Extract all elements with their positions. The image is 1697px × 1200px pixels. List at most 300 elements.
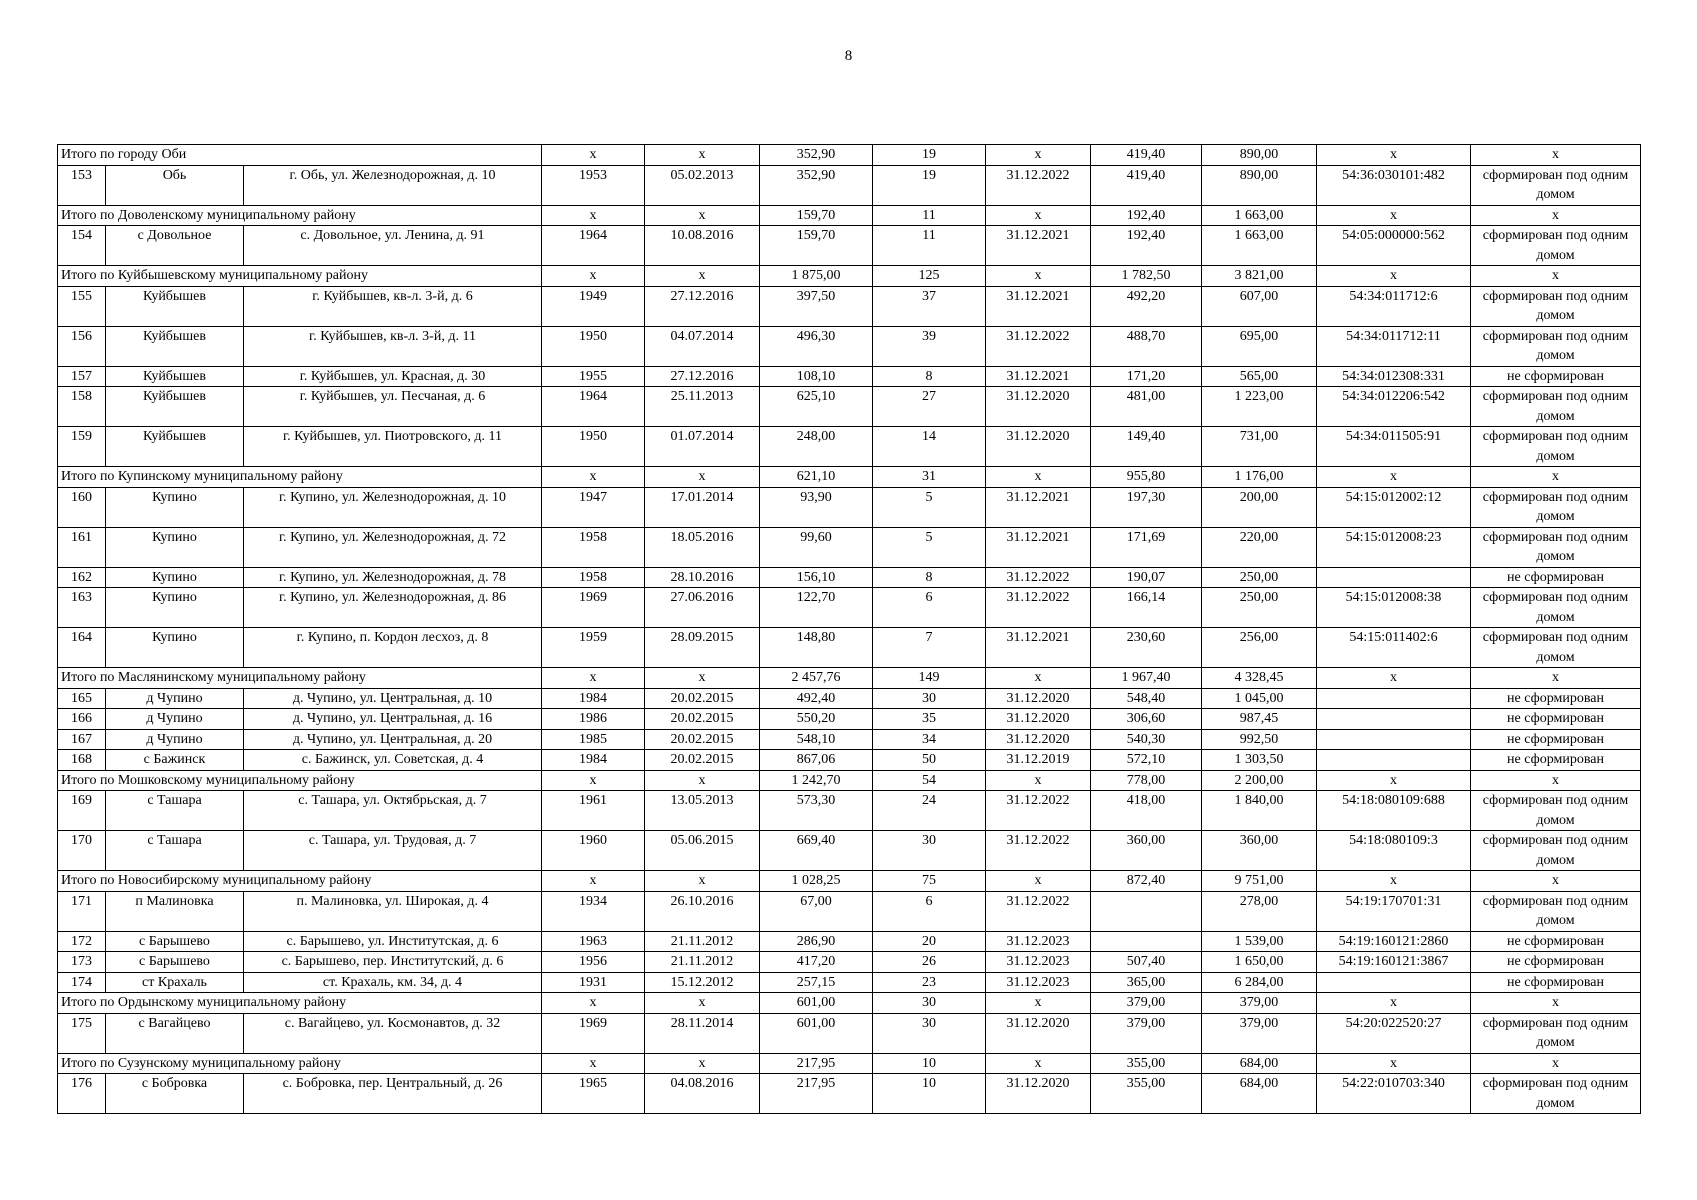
cell-cadastre <box>1317 729 1471 750</box>
cell-status: сформирован под одним домом <box>1471 226 1641 266</box>
cell-deadline: 31.12.2022 <box>986 567 1091 588</box>
cell-people: 39 <box>873 326 986 366</box>
cell-loc: ст Крахаль <box>106 972 244 993</box>
cell-cadastre <box>1317 567 1471 588</box>
cell-status: сформирован под одним домом <box>1471 1074 1641 1114</box>
cell-num: 175 <box>58 1013 106 1053</box>
table-row <box>58 688 1641 709</box>
cell-loc: д Чупино <box>106 729 244 750</box>
cell-address: с. Бобровка, пер. Центральный, д. 26 <box>244 1074 542 1114</box>
cell-date: x <box>645 205 760 226</box>
cell-date: x <box>645 871 760 892</box>
cell-cadastre: 54:34:011712:11 <box>1317 326 1471 366</box>
cell-year: x <box>542 770 645 791</box>
cell-date: 28.11.2014 <box>645 1013 760 1053</box>
cell-v2: 890,00 <box>1202 145 1317 166</box>
cell-cadastre: 54:05:000000:562 <box>1317 226 1471 266</box>
cell-address: с. Ташара, ул. Трудовая, д. 7 <box>244 831 542 871</box>
cell-area: 217,95 <box>760 1053 873 1074</box>
cell-address: п. Малиновка, ул. Широкая, д. 4 <box>244 891 542 931</box>
cell-people: 8 <box>873 567 986 588</box>
cell-v2: 890,00 <box>1202 165 1317 205</box>
cell-area: 108,10 <box>760 366 873 387</box>
cell-loc: Куйбышев <box>106 366 244 387</box>
cell-v1: 1 967,40 <box>1091 668 1202 689</box>
cell-people: 37 <box>873 286 986 326</box>
cell-loc: д Чупино <box>106 688 244 709</box>
cell-status: x <box>1471 1053 1641 1074</box>
table-row <box>58 567 1641 588</box>
cell-v1: 149,40 <box>1091 427 1202 467</box>
cell-address: с. Вагайцево, ул. Космонавтов, д. 32 <box>244 1013 542 1053</box>
cell-cadastre: x <box>1317 1053 1471 1074</box>
cell-year: 1960 <box>542 831 645 871</box>
table-row <box>58 891 1641 931</box>
cell-cadastre <box>1317 750 1471 771</box>
cell-year: 1959 <box>542 628 645 668</box>
cell-v1: 507,40 <box>1091 952 1202 973</box>
cell-cadastre: x <box>1317 205 1471 226</box>
subtotal-row <box>58 145 1641 166</box>
cell-year: x <box>542 145 645 166</box>
table-row <box>58 1074 1641 1114</box>
cell-people: 5 <box>873 527 986 567</box>
cell-cadastre: x <box>1317 668 1471 689</box>
cell-date: x <box>645 266 760 287</box>
cell-cadastre: 54:15:012002:12 <box>1317 487 1471 527</box>
cell-v2: 684,00 <box>1202 1074 1317 1114</box>
cell-v2: 278,00 <box>1202 891 1317 931</box>
table-row <box>58 952 1641 973</box>
cell-loc: д Чупино <box>106 709 244 730</box>
cell-date: x <box>645 993 760 1014</box>
cell-area: 601,00 <box>760 1013 873 1053</box>
cell-status: сформирован под одним домом <box>1471 628 1641 668</box>
subtotal-row <box>58 871 1641 892</box>
table-row <box>58 628 1641 668</box>
cell-date: 20.02.2015 <box>645 750 760 771</box>
cell-deadline: x <box>986 145 1091 166</box>
cell-v1: 548,40 <box>1091 688 1202 709</box>
cell-people: 11 <box>873 226 986 266</box>
cell-status: сформирован под одним домом <box>1471 165 1641 205</box>
cell-num: 156 <box>58 326 106 366</box>
table-row <box>58 527 1641 567</box>
cell-v2: 4 328,45 <box>1202 668 1317 689</box>
cell-v2: 695,00 <box>1202 326 1317 366</box>
subtotal-row <box>58 1053 1641 1074</box>
cell-area: 397,50 <box>760 286 873 326</box>
subtotal-label: Итого по Купинскому муниципальному району <box>58 467 542 488</box>
cell-v2: 379,00 <box>1202 993 1317 1014</box>
cell-cadastre: 54:20:022520:27 <box>1317 1013 1471 1053</box>
cell-v2: 731,00 <box>1202 427 1317 467</box>
cell-deadline: 31.12.2021 <box>986 487 1091 527</box>
cell-num: 174 <box>58 972 106 993</box>
table-row <box>58 972 1641 993</box>
subtotal-row <box>58 467 1641 488</box>
cell-cadastre: 54:34:011505:91 <box>1317 427 1471 467</box>
cell-deadline: 31.12.2020 <box>986 729 1091 750</box>
cell-loc: с Ташара <box>106 791 244 831</box>
cell-people: 10 <box>873 1053 986 1074</box>
table-row <box>58 1013 1641 1053</box>
cell-v2: 1 840,00 <box>1202 791 1317 831</box>
cell-address: с. Ташара, ул. Октябрьская, д. 7 <box>244 791 542 831</box>
cell-status: сформирован под одним домом <box>1471 487 1641 527</box>
cell-cadastre <box>1317 972 1471 993</box>
cell-date: x <box>645 1053 760 1074</box>
subtotal-label: Итого по Ордынскому муниципальному району <box>58 993 542 1014</box>
cell-v1: 419,40 <box>1091 165 1202 205</box>
cell-area: 352,90 <box>760 145 873 166</box>
cell-loc: с Барышево <box>106 931 244 952</box>
cell-address: г. Куйбышев, ул. Красная, д. 30 <box>244 366 542 387</box>
cell-address: ст. Крахаль, км. 34, д. 4 <box>244 972 542 993</box>
cell-people: 6 <box>873 588 986 628</box>
cell-people: 20 <box>873 931 986 952</box>
cell-v1: 379,00 <box>1091 993 1202 1014</box>
cell-loc: Купино <box>106 567 244 588</box>
cell-year: 1953 <box>542 165 645 205</box>
cell-date: 10.08.2016 <box>645 226 760 266</box>
cell-date: 21.11.2012 <box>645 931 760 952</box>
cell-date: 18.05.2016 <box>645 527 760 567</box>
cell-date: 15.12.2012 <box>645 972 760 993</box>
cell-deadline: 31.12.2020 <box>986 1074 1091 1114</box>
cell-year: 1969 <box>542 588 645 628</box>
cell-area: 257,15 <box>760 972 873 993</box>
cell-year: 1958 <box>542 567 645 588</box>
cell-year: 1950 <box>542 326 645 366</box>
table-row <box>58 831 1641 871</box>
cell-num: 163 <box>58 588 106 628</box>
cell-status: не сформирован <box>1471 366 1641 387</box>
cell-v1: 540,30 <box>1091 729 1202 750</box>
cell-cadastre: 54:36:030101:482 <box>1317 165 1471 205</box>
cell-people: 75 <box>873 871 986 892</box>
cell-area: 286,90 <box>760 931 873 952</box>
cell-address: с. Довольное, ул. Ленина, д. 91 <box>244 226 542 266</box>
cell-loc: с Довольное <box>106 226 244 266</box>
cell-area: 156,10 <box>760 567 873 588</box>
cell-year: x <box>542 467 645 488</box>
cell-year: 1955 <box>542 366 645 387</box>
cell-loc: Куйбышев <box>106 326 244 366</box>
subtotal-label: Итого по Мошковскому муниципальному району <box>58 770 542 791</box>
cell-num: 162 <box>58 567 106 588</box>
cell-people: 19 <box>873 165 986 205</box>
cell-num: 168 <box>58 750 106 771</box>
cell-v1: 572,10 <box>1091 750 1202 771</box>
cell-address: г. Купино, ул. Железнодорожная, д. 10 <box>244 487 542 527</box>
cell-deadline: 31.12.2022 <box>986 326 1091 366</box>
cell-area: 550,20 <box>760 709 873 730</box>
cell-address: г. Куйбышев, ул. Пиотровского, д. 11 <box>244 427 542 467</box>
cell-year: 1985 <box>542 729 645 750</box>
cell-cadastre: 54:19:160121:3867 <box>1317 952 1471 973</box>
cell-num: 166 <box>58 709 106 730</box>
cell-area: 217,95 <box>760 1074 873 1114</box>
cell-num: 176 <box>58 1074 106 1114</box>
table-row <box>58 709 1641 730</box>
cell-area: 867,06 <box>760 750 873 771</box>
cell-v2: 220,00 <box>1202 527 1317 567</box>
cell-year: 1984 <box>542 688 645 709</box>
cell-address: с. Бажинск, ул. Советская, д. 4 <box>244 750 542 771</box>
cell-deadline: 31.12.2023 <box>986 931 1091 952</box>
cell-deadline: 31.12.2021 <box>986 628 1091 668</box>
cell-num: 167 <box>58 729 106 750</box>
cell-status: сформирован под одним домом <box>1471 588 1641 628</box>
cell-deadline: 31.12.2022 <box>986 831 1091 871</box>
cell-status: не сформирован <box>1471 750 1641 771</box>
cell-deadline: x <box>986 1053 1091 1074</box>
cell-v1: 365,00 <box>1091 972 1202 993</box>
cell-people: 149 <box>873 668 986 689</box>
cell-loc: Обь <box>106 165 244 205</box>
cell-num: 172 <box>58 931 106 952</box>
cell-loc: Куйбышев <box>106 387 244 427</box>
cell-v1: 379,00 <box>1091 1013 1202 1053</box>
cell-area: 492,40 <box>760 688 873 709</box>
table-row <box>58 931 1641 952</box>
cell-area: 625,10 <box>760 387 873 427</box>
subtotal-row <box>58 266 1641 287</box>
cell-v1: 306,60 <box>1091 709 1202 730</box>
cell-status: x <box>1471 770 1641 791</box>
cell-address: г. Обь, ул. Железнодорожная, д. 10 <box>244 165 542 205</box>
cell-deadline: 31.12.2021 <box>986 527 1091 567</box>
cell-v2: 1 663,00 <box>1202 205 1317 226</box>
cell-num: 160 <box>58 487 106 527</box>
cell-status: сформирован под одним домом <box>1471 286 1641 326</box>
cell-people: 34 <box>873 729 986 750</box>
cell-area: 2 457,76 <box>760 668 873 689</box>
cell-deadline: 31.12.2022 <box>986 791 1091 831</box>
cell-address: д. Чупино, ул. Центральная, д. 16 <box>244 709 542 730</box>
cell-status: x <box>1471 668 1641 689</box>
cell-area: 93,90 <box>760 487 873 527</box>
cell-deadline: 31.12.2022 <box>986 891 1091 931</box>
cell-year: x <box>542 266 645 287</box>
cell-deadline: 31.12.2019 <box>986 750 1091 771</box>
cell-v1: 488,70 <box>1091 326 1202 366</box>
cell-v1: 360,00 <box>1091 831 1202 871</box>
cell-status: сформирован под одним домом <box>1471 1013 1641 1053</box>
cell-year: x <box>542 871 645 892</box>
cell-v2: 607,00 <box>1202 286 1317 326</box>
subtotal-row <box>58 205 1641 226</box>
cell-area: 159,70 <box>760 205 873 226</box>
cell-deadline: 31.12.2020 <box>986 688 1091 709</box>
cell-v1: 166,14 <box>1091 588 1202 628</box>
subtotal-label: Итого по Сузунскому муниципальному району <box>58 1053 542 1074</box>
cell-status: сформирован под одним домом <box>1471 791 1641 831</box>
cell-address: г. Купино, п. Кордон лесхоз, д. 8 <box>244 628 542 668</box>
cell-deadline: 31.12.2021 <box>986 226 1091 266</box>
cell-address: с. Барышево, пер. Институтский, д. 6 <box>244 952 542 973</box>
cell-address: д. Чупино, ул. Центральная, д. 10 <box>244 688 542 709</box>
cell-status: x <box>1471 266 1641 287</box>
cell-area: 122,70 <box>760 588 873 628</box>
cell-v1: 355,00 <box>1091 1053 1202 1074</box>
cell-cadastre: 54:34:011712:6 <box>1317 286 1471 326</box>
cell-cadastre: x <box>1317 266 1471 287</box>
cell-v1: 190,07 <box>1091 567 1202 588</box>
cell-v1: 192,40 <box>1091 205 1202 226</box>
cell-deadline: 31.12.2020 <box>986 1013 1091 1053</box>
cell-status: не сформирован <box>1471 972 1641 993</box>
table-row <box>58 387 1641 427</box>
cell-cadastre: 54:34:012206:542 <box>1317 387 1471 427</box>
cell-v1 <box>1091 891 1202 931</box>
cell-v1: 171,69 <box>1091 527 1202 567</box>
cell-area: 548,10 <box>760 729 873 750</box>
cell-v2: 1 663,00 <box>1202 226 1317 266</box>
cell-date: x <box>645 770 760 791</box>
subtotal-label: Итого по Маслянинскому муниципальному району <box>58 668 542 689</box>
cell-v1: 872,40 <box>1091 871 1202 892</box>
cell-year: 1961 <box>542 791 645 831</box>
cell-v2: 200,00 <box>1202 487 1317 527</box>
cell-date: 27.12.2016 <box>645 286 760 326</box>
cell-num: 164 <box>58 628 106 668</box>
cell-deadline: 31.12.2020 <box>986 709 1091 730</box>
cell-year: 1956 <box>542 952 645 973</box>
table-row <box>58 165 1641 205</box>
cell-people: 14 <box>873 427 986 467</box>
cell-v2: 987,45 <box>1202 709 1317 730</box>
cell-loc: п Малиновка <box>106 891 244 931</box>
cell-area: 1 242,70 <box>760 770 873 791</box>
cell-deadline: 31.12.2023 <box>986 972 1091 993</box>
cell-cadastre: 54:18:080109:688 <box>1317 791 1471 831</box>
cell-date: 28.09.2015 <box>645 628 760 668</box>
cell-date: x <box>645 668 760 689</box>
cell-date: 20.02.2015 <box>645 688 760 709</box>
cell-v2: 250,00 <box>1202 588 1317 628</box>
cell-area: 621,10 <box>760 467 873 488</box>
subtotal-row <box>58 993 1641 1014</box>
cell-v2: 684,00 <box>1202 1053 1317 1074</box>
cell-v2: 256,00 <box>1202 628 1317 668</box>
cell-people: 27 <box>873 387 986 427</box>
cell-loc: с Бобровка <box>106 1074 244 1114</box>
cell-deadline: x <box>986 205 1091 226</box>
table-row <box>58 427 1641 467</box>
cell-v2: 992,50 <box>1202 729 1317 750</box>
cell-v2: 250,00 <box>1202 567 1317 588</box>
cell-deadline: 31.12.2021 <box>986 286 1091 326</box>
cell-people: 30 <box>873 688 986 709</box>
cell-v2: 1 650,00 <box>1202 952 1317 973</box>
cell-year: 1964 <box>542 226 645 266</box>
cell-date: 13.05.2013 <box>645 791 760 831</box>
cell-people: 50 <box>873 750 986 771</box>
cell-v2: 6 284,00 <box>1202 972 1317 993</box>
cell-people: 7 <box>873 628 986 668</box>
cell-year: x <box>542 1053 645 1074</box>
cell-v2: 1 045,00 <box>1202 688 1317 709</box>
cell-v1: 418,00 <box>1091 791 1202 831</box>
cell-year: 1934 <box>542 891 645 931</box>
cell-people: 54 <box>873 770 986 791</box>
cell-address: д. Чупино, ул. Центральная, д. 20 <box>244 729 542 750</box>
cell-deadline: 31.12.2022 <box>986 588 1091 628</box>
cell-loc: Купино <box>106 487 244 527</box>
cell-num: 161 <box>58 527 106 567</box>
cell-loc: с Ташара <box>106 831 244 871</box>
cell-area: 573,30 <box>760 791 873 831</box>
cell-cadastre: 54:19:170701:31 <box>1317 891 1471 931</box>
cell-area: 67,00 <box>760 891 873 931</box>
table-row <box>58 750 1641 771</box>
cell-num: 170 <box>58 831 106 871</box>
cell-date: 21.11.2012 <box>645 952 760 973</box>
cell-loc: с Вагайцево <box>106 1013 244 1053</box>
cell-loc: Купино <box>106 628 244 668</box>
cell-people: 24 <box>873 791 986 831</box>
cell-people: 11 <box>873 205 986 226</box>
cell-people: 31 <box>873 467 986 488</box>
cell-v1: 197,30 <box>1091 487 1202 527</box>
cell-deadline: 31.12.2020 <box>986 387 1091 427</box>
cell-address: г. Куйбышев, кв-л. 3-й, д. 6 <box>244 286 542 326</box>
cell-cadastre: x <box>1317 993 1471 1014</box>
table-row <box>58 588 1641 628</box>
cell-v1: 492,20 <box>1091 286 1202 326</box>
cell-cadastre: x <box>1317 871 1471 892</box>
cell-cadastre <box>1317 688 1471 709</box>
cell-status: не сформирован <box>1471 931 1641 952</box>
cell-area: 159,70 <box>760 226 873 266</box>
table-row <box>58 286 1641 326</box>
cell-year: 1965 <box>542 1074 645 1114</box>
cell-date: 27.06.2016 <box>645 588 760 628</box>
cell-date: 04.08.2016 <box>645 1074 760 1114</box>
cell-status: не сформирован <box>1471 709 1641 730</box>
cell-deadline: x <box>986 467 1091 488</box>
cell-deadline: x <box>986 266 1091 287</box>
cell-status: x <box>1471 205 1641 226</box>
cell-cadastre: 54:18:080109:3 <box>1317 831 1471 871</box>
cell-v2: 3 821,00 <box>1202 266 1317 287</box>
cell-cadastre <box>1317 709 1471 730</box>
cell-cadastre: x <box>1317 467 1471 488</box>
cell-v1: 1 782,50 <box>1091 266 1202 287</box>
cell-deadline: x <box>986 871 1091 892</box>
table-row <box>58 487 1641 527</box>
housing-table <box>57 144 1641 1114</box>
cell-address: г. Куйбышев, ул. Песчаная, д. 6 <box>244 387 542 427</box>
cell-deadline: x <box>986 993 1091 1014</box>
cell-deadline: 31.12.2022 <box>986 165 1091 205</box>
cell-year: 1964 <box>542 387 645 427</box>
cell-deadline: x <box>986 770 1091 791</box>
cell-v1: 778,00 <box>1091 770 1202 791</box>
cell-area: 99,60 <box>760 527 873 567</box>
cell-area: 148,80 <box>760 628 873 668</box>
cell-date: 05.06.2015 <box>645 831 760 871</box>
cell-v2: 565,00 <box>1202 366 1317 387</box>
cell-year: 1931 <box>542 972 645 993</box>
cell-cadastre: 54:15:011402:6 <box>1317 628 1471 668</box>
cell-num: 171 <box>58 891 106 931</box>
cell-loc: Куйбышев <box>106 427 244 467</box>
cell-people: 10 <box>873 1074 986 1114</box>
cell-num: 157 <box>58 366 106 387</box>
